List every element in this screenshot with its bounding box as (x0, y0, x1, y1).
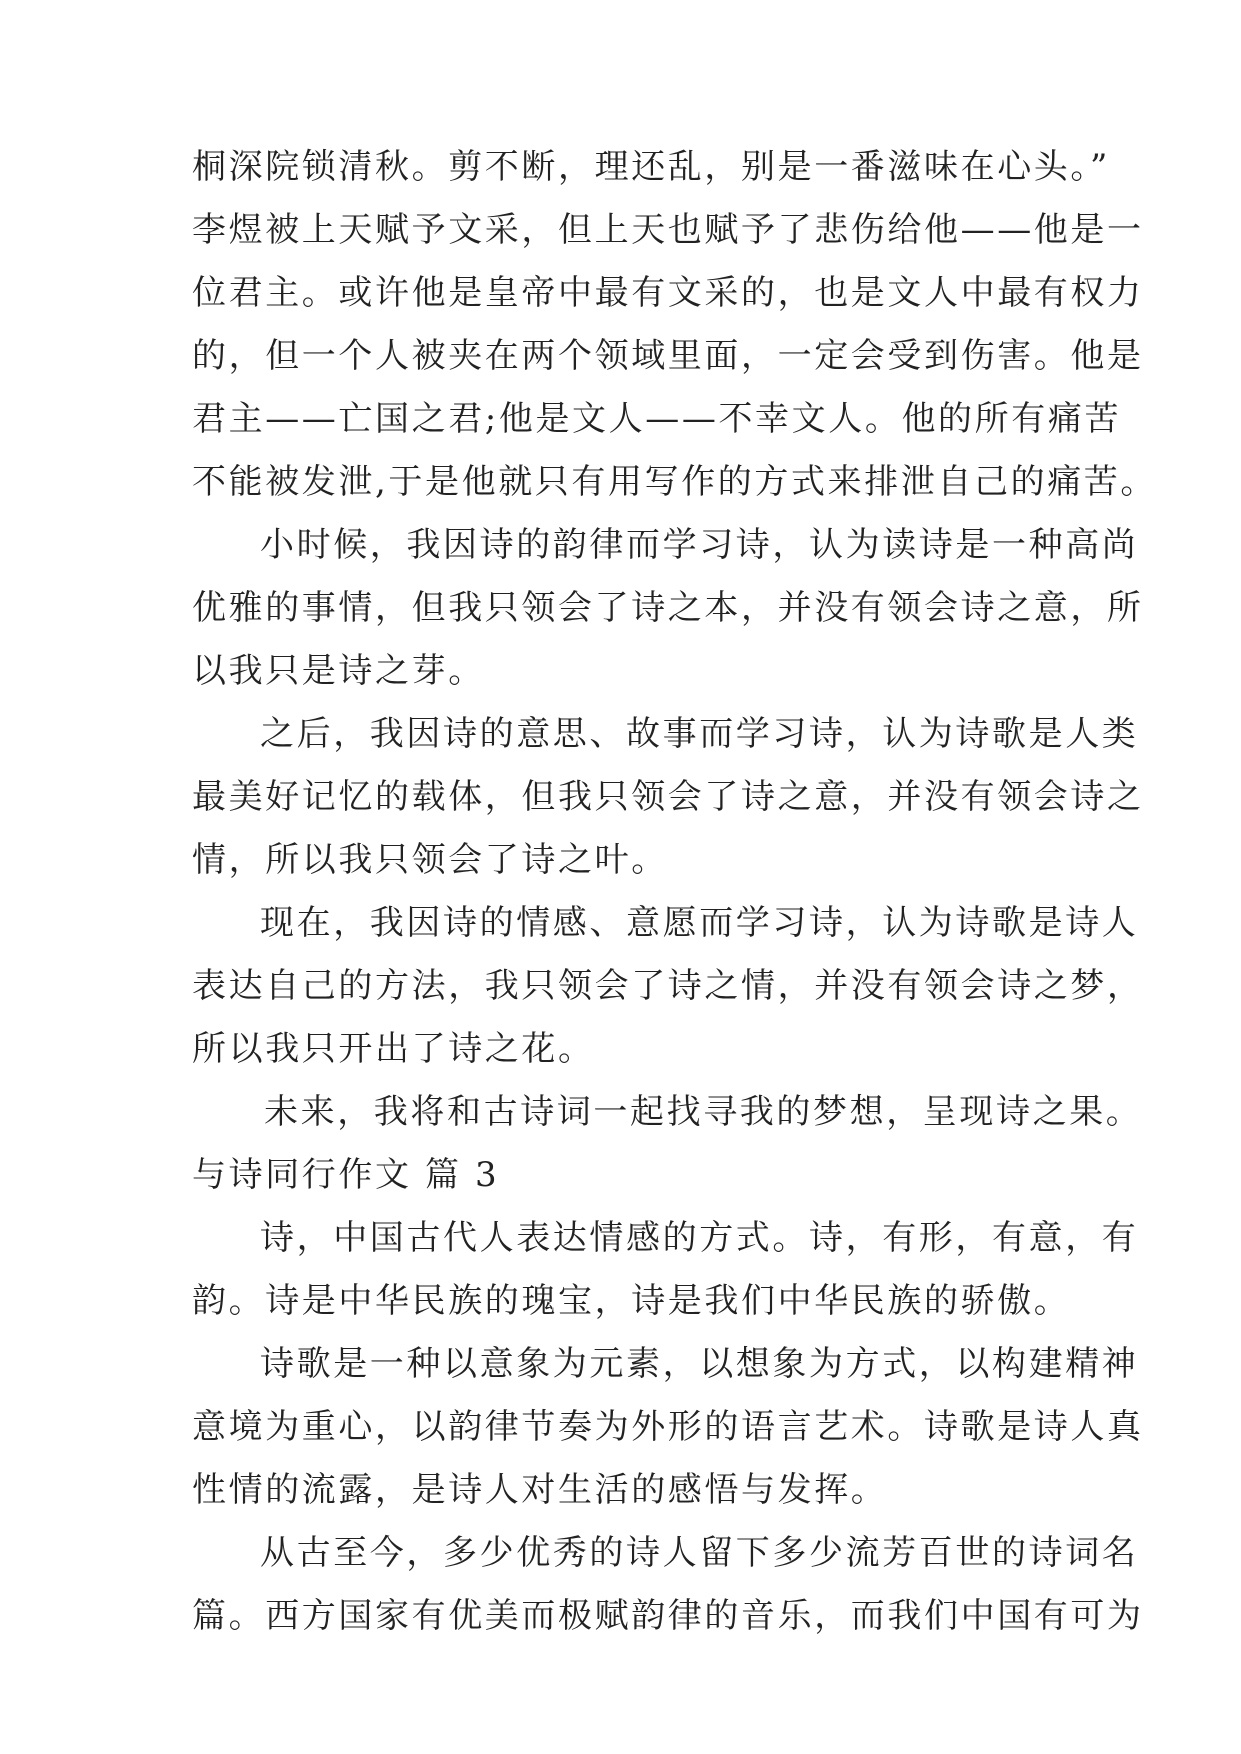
text-line: 君主——亡国之君;他是文人——不幸文人。他的所有痛苦 (192, 399, 1122, 439)
text-line: 桐深院锁清秋。剪不断，理还乱，别是一番滋味在心头。” (192, 147, 1110, 187)
text-line: 李煜被上天赋予文采，但上天也赋予了悲伤给他——他是一 (192, 210, 1144, 250)
paragraph-first-line: 从古至今，多少优秀的诗人留下多少流芳百世的诗词名 (260, 1533, 1139, 1573)
text-line: 性情的流露，是诗人对生活的感悟与发挥。 (192, 1470, 888, 1510)
text-line: 位君主。或许他是皇帝中最有文采的，也是文人中最有权力 (192, 273, 1144, 313)
text-line: 韵。诗是中华民族的瑰宝，诗是我们中华民族的骄傲。 (192, 1281, 1071, 1321)
section-heading: 与诗同行作文 篇 3 (192, 1155, 500, 1195)
text-line: 情，所以我只领会了诗之叶。 (192, 840, 668, 880)
paragraph-first-line: 小时候，我因诗的韵律而学习诗，认为读诗是一种高尚 (260, 525, 1139, 565)
document-body (192, 136, 1158, 1648)
text-line: 所以我只开出了诗之花。 (192, 1029, 595, 1069)
text-line: 的，但一个人被夹在两个领域里面，一定会受到伤害。他是 (192, 336, 1144, 376)
paragraph-first-line: 现在，我因诗的情感、意愿而学习诗，认为诗歌是诗人 (260, 903, 1139, 943)
text-line: 以我只是诗之芽。 (192, 651, 485, 691)
paragraph-first-line: 诗歌是一种以意象为元素，以想象为方式，以构建精神 (260, 1344, 1139, 1384)
paragraph-first-line: 之后，我因诗的意思、故事而学习诗，认为诗歌是人类 (260, 714, 1139, 754)
text-line: 表达自己的方法，我只领会了诗之情，并没有领会诗之梦， (192, 966, 1144, 1006)
text-line: 优雅的事情，但我只领会了诗之本，并没有领会诗之意，所 (192, 588, 1144, 628)
text-line: 意境为重心，以韵律节奏为外形的语言艺术。诗歌是诗人真 (192, 1407, 1144, 1447)
text-line: 篇。西方国家有优美而极赋韵律的音乐，而我们中国有可为 (192, 1596, 1144, 1636)
paragraph-first-line: 未来，我将和古诗词一起找寻我的梦想，呈现诗之果。 (264, 1092, 1143, 1132)
text-line: 最美好记忆的载体，但我只领会了诗之意，并没有领会诗之 (192, 777, 1144, 817)
paragraph-first-line: 诗，中国古代人表达情感的方式。诗，有形，有意，有 (260, 1218, 1139, 1258)
text-line: 不能被发泄,于是他就只有用写作的方式来排泄自己的痛苦。 (192, 462, 1158, 502)
